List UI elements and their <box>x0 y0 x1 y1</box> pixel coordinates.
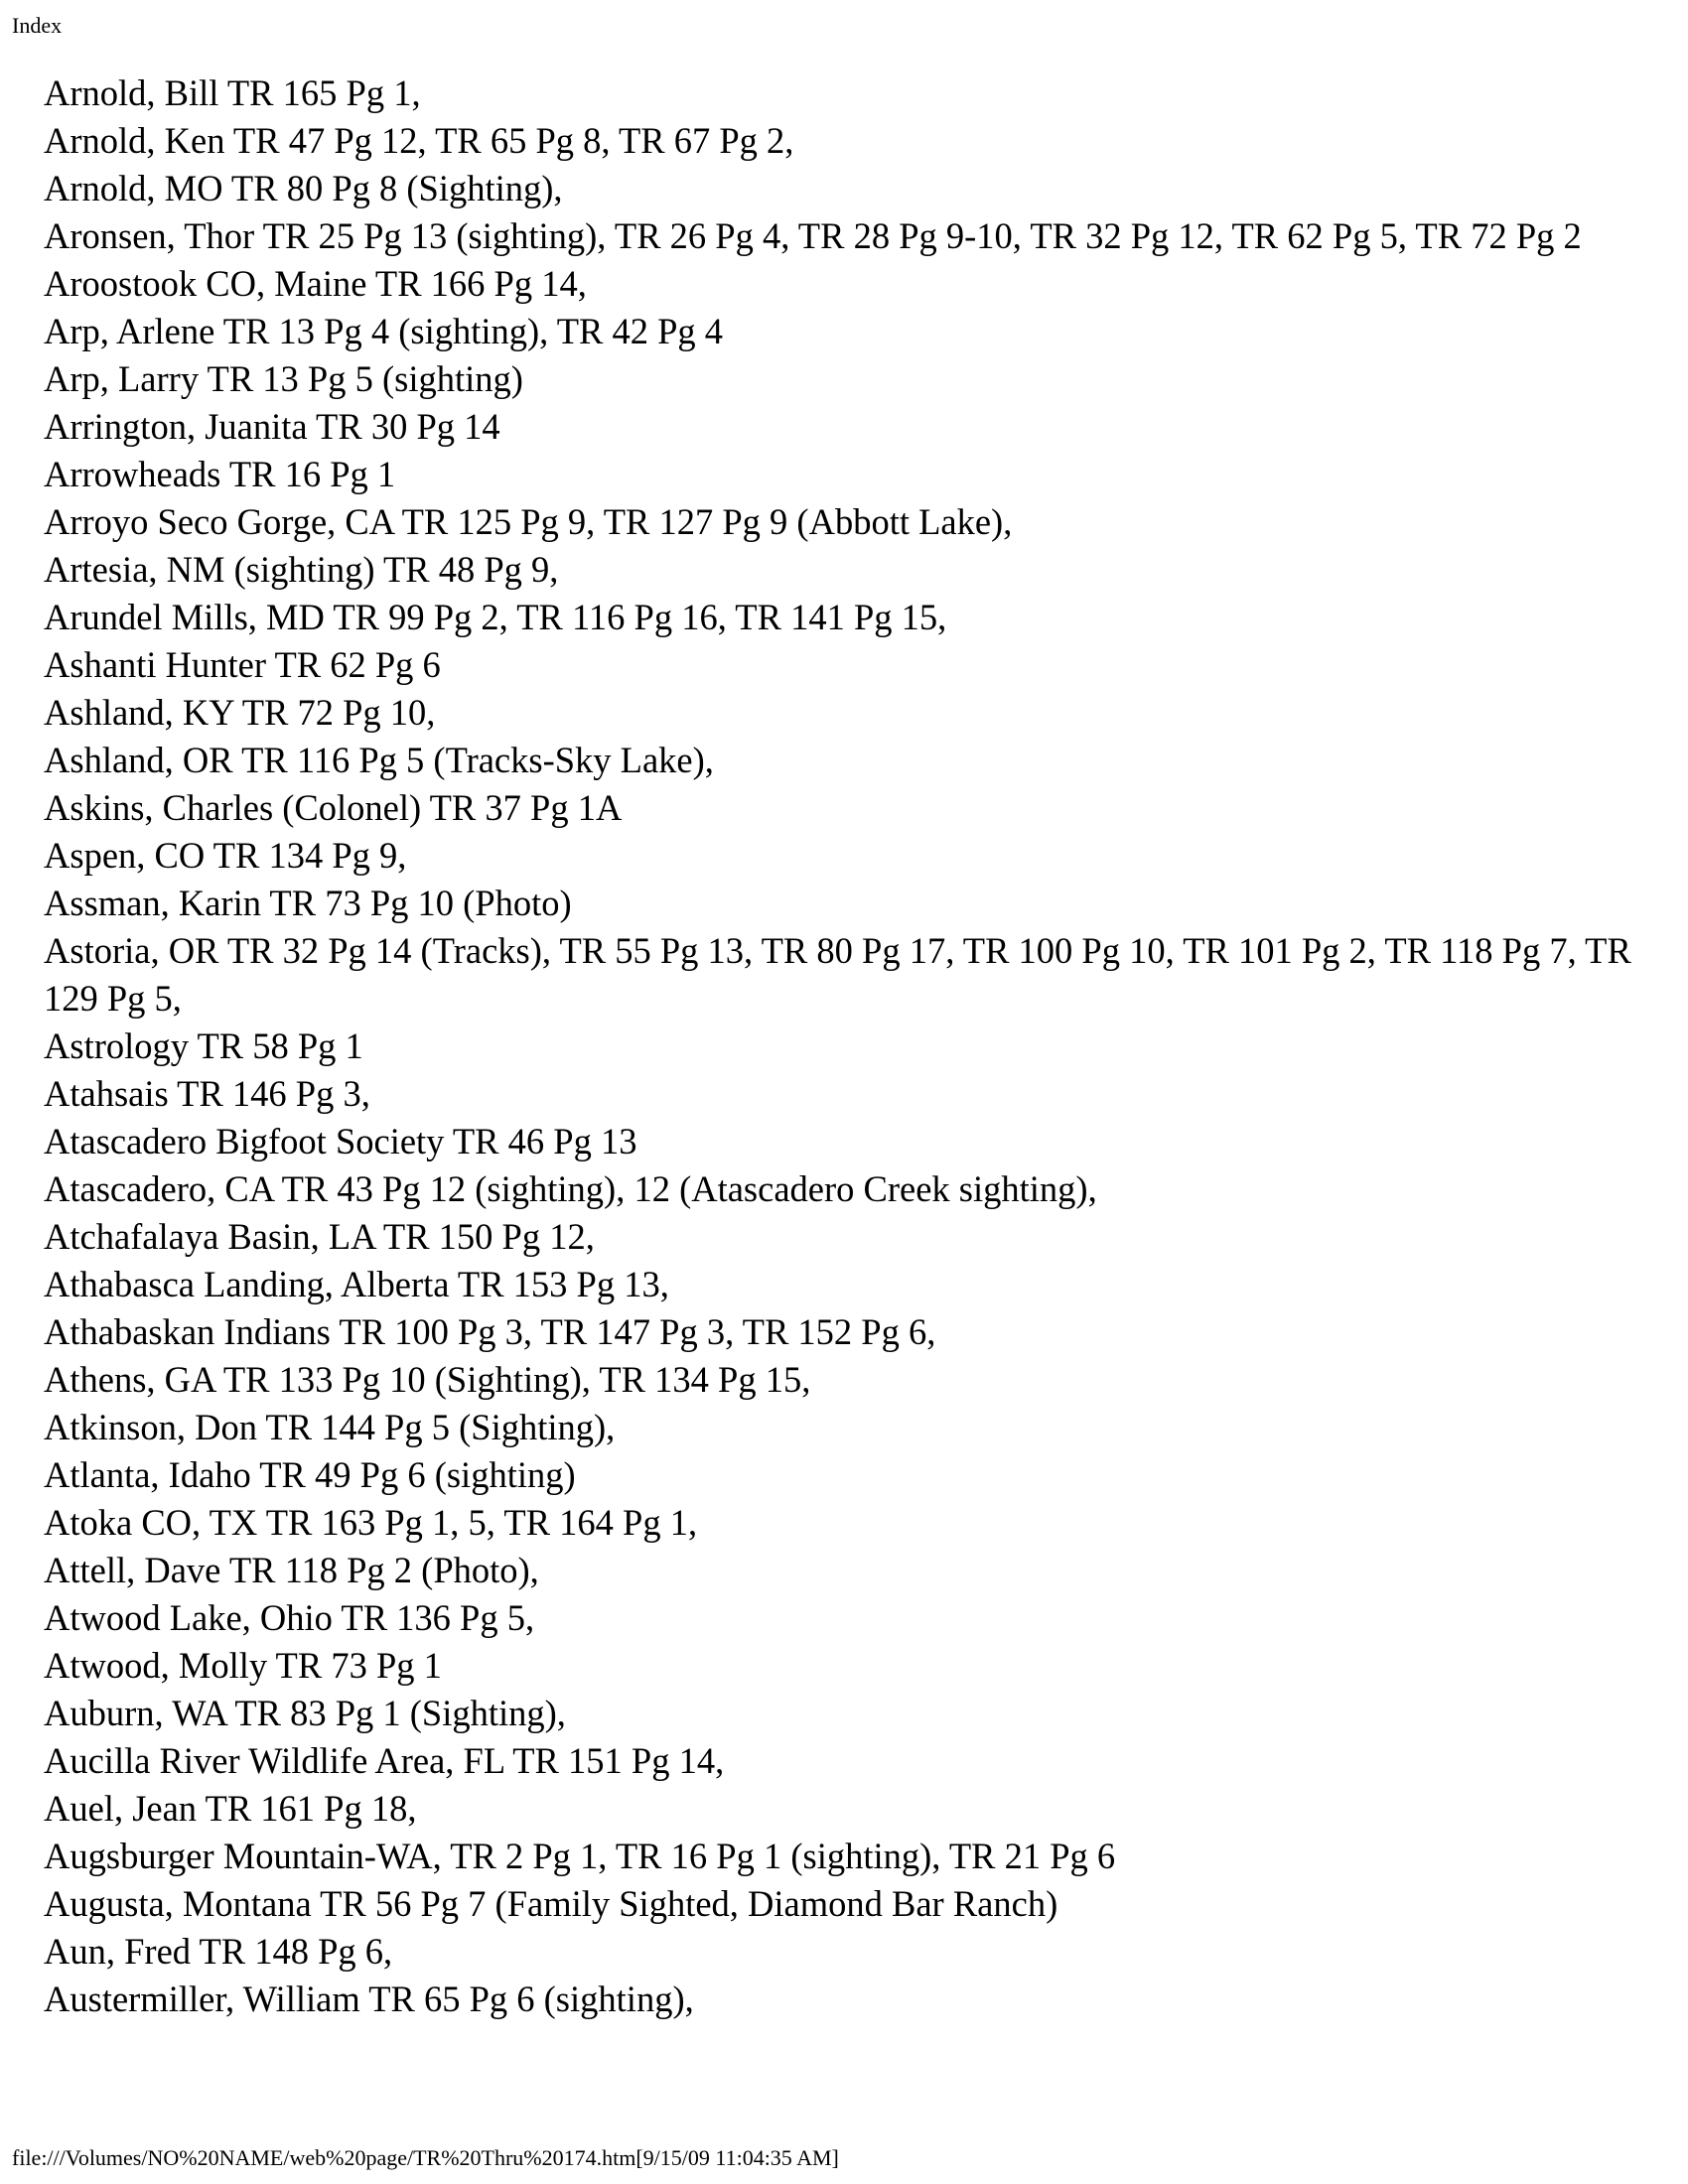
index-entry: Aspen, CO TR 134 Pg 9, <box>44 835 407 876</box>
index-entry: Arrington, Juanita TR 30 Pg 14 <box>44 406 500 447</box>
index-entry: Aronsen, Thor TR 25 Pg 13 (sighting), TR 26 Pg 4, TR 28 Pg 9-10, TR 32 Pg 12, TR 62 Pg 5, TR 72 Pg 2 <box>44 215 1582 256</box>
index-list <box>44 69 1652 2023</box>
index-entry: Aroostook CO, Maine TR 166 Pg 14, <box>44 263 587 304</box>
index-entry: Athabasca Landing, Alberta TR 153 Pg 13, <box>44 1264 669 1304</box>
index-entry: Atkinson, Don TR 144 Pg 5 (Sighting), <box>44 1407 616 1447</box>
index-entry: Ashland, OR TR 116 Pg 5 (Tracks-Sky Lake), <box>44 740 714 780</box>
index-entry: Auburn, WA TR 83 Pg 1 (Sighting), <box>44 1693 566 1733</box>
page-header-title: Index <box>12 13 63 38</box>
index-entry: Athabaskan Indians TR 100 Pg 3, TR 147 Pg 3, TR 152 Pg 6, <box>44 1311 936 1352</box>
index-entry: Austermiller, William TR 65 Pg 6 (sighting), <box>44 1979 694 2019</box>
index-entry: Atoka CO, TX TR 163 Pg 1, 5, TR 164 Pg 1, <box>44 1502 698 1543</box>
index-entry: Augsburger Mountain-WA, TR 2 Pg 1, TR 16 Pg 1 (sighting), TR 21 Pg 6 <box>44 1836 1116 1876</box>
index-entry: Attell, Dave TR 118 Pg 2 (Photo), <box>44 1550 539 1590</box>
index-entry: Arnold, MO TR 80 Pg 8 (Sighting), <box>44 168 563 208</box>
index-entry: Atahsais TR 146 Pg 3, <box>44 1073 370 1114</box>
index-entry: Ashland, KY TR 72 Pg 10, <box>44 692 436 733</box>
index-entry: Arroyo Seco Gorge, CA TR 125 Pg 9, TR 127 Pg 9 (Abbott Lake), <box>44 501 1013 542</box>
index-entry: Arnold, Bill TR 165 Pg 1, <box>44 72 421 113</box>
index-entry: Aun, Fred TR 148 Pg 6, <box>44 1931 393 1972</box>
index-entry: Arrowheads TR 16 Pg 1 <box>44 454 396 494</box>
index-entry: Aucilla River Wildlife Area, FL TR 151 Pg 14, <box>44 1740 725 1781</box>
index-entry: Atascadero Bigfoot Society TR 46 Pg 13 <box>44 1121 637 1161</box>
index-entry: Assman, Karin TR 73 Pg 10 (Photo) <box>44 883 572 923</box>
index-entry: Atwood, Molly TR 73 Pg 1 <box>44 1645 442 1686</box>
index-entry: Ashanti Hunter TR 62 Pg 6 <box>44 644 441 685</box>
index-entry: Atlanta, Idaho TR 49 Pg 6 (sighting) <box>44 1454 576 1495</box>
index-entry: Arnold, Ken TR 47 Pg 12, TR 65 Pg 8, TR 67 Pg 2, <box>44 120 794 161</box>
index-entry: Atchafalaya Basin, LA TR 150 Pg 12, <box>44 1216 595 1257</box>
index-entry: Arp, Larry TR 13 Pg 5 (sighting) <box>44 358 523 399</box>
index-entry: Artesia, NM (sighting) TR 48 Pg 9, <box>44 549 559 590</box>
index-entry: Arundel Mills, MD TR 99 Pg 2, TR 116 Pg 16, TR 141 Pg 15, <box>44 597 947 637</box>
index-entry: Auel, Jean TR 161 Pg 18, <box>44 1788 417 1829</box>
index-entry: Atascadero, CA TR 43 Pg 12 (sighting), 12 (Atascadero Creek sighting), <box>44 1168 1097 1209</box>
page-footer-path: file:///Volumes/NO%20NAME/web%20page/TR%20Thru%20174.htm[9/15/09 11:04:35 AM] <box>12 2145 839 2170</box>
index-entry: Arp, Arlene TR 13 Pg 4 (sighting), TR 42 Pg 4 <box>44 311 724 351</box>
index-entry: Astrology TR 58 Pg 1 <box>44 1025 363 1066</box>
index-entry: Augusta, Montana TR 56 Pg 7 (Family Sighted, Diamond Bar Ranch) <box>44 1883 1058 1924</box>
index-entry: Atwood Lake, Ohio TR 136 Pg 5, <box>44 1597 535 1638</box>
index-entry: Astoria, OR TR 32 Pg 14 (Tracks), TR 55 Pg 13, TR 80 Pg 17, TR 100 Pg 10, TR 101 Pg 2, TR 118 Pg 7, TR 129 Pg 5, <box>44 930 1631 1019</box>
index-entry: Athens, GA TR 133 Pg 10 (Sighting), TR 134 Pg 15, <box>44 1359 811 1400</box>
index-entry: Askins, Charles (Colonel) TR 37 Pg 1A <box>44 787 623 828</box>
